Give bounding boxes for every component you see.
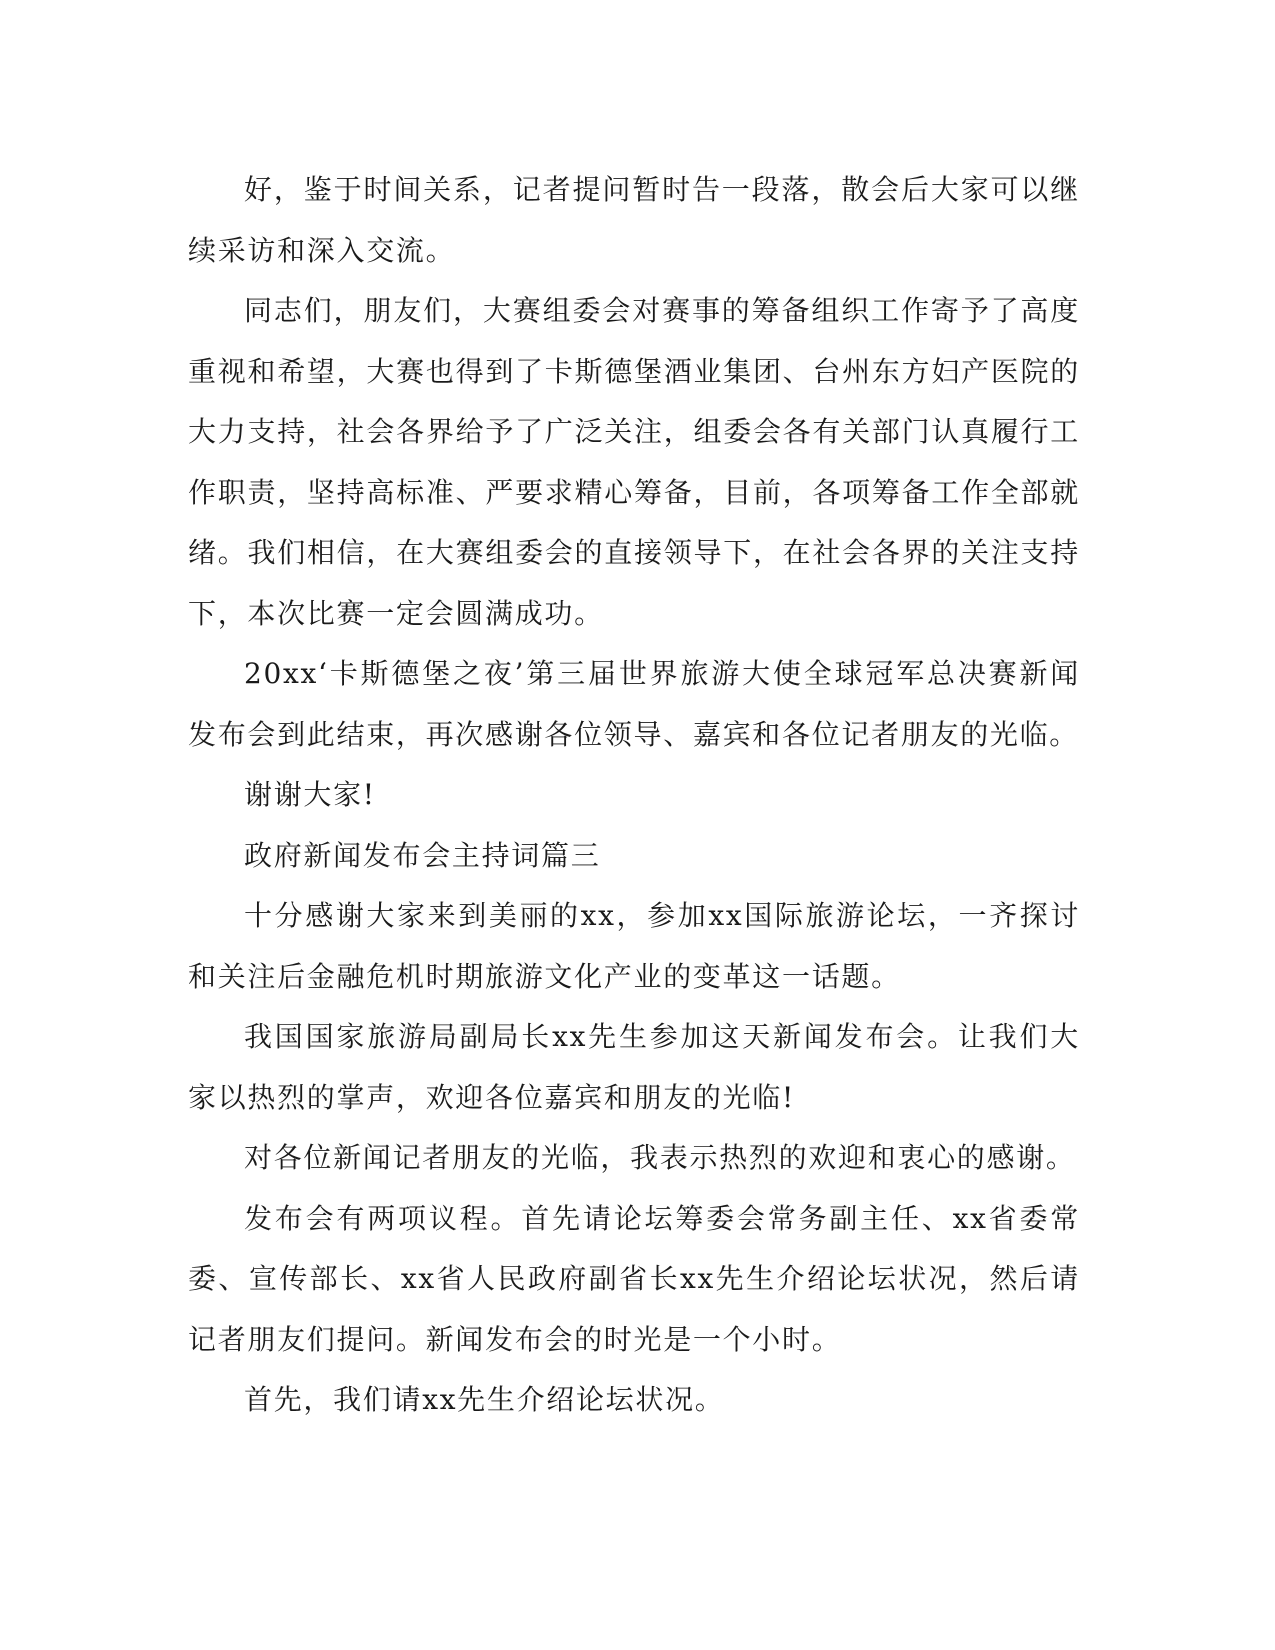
- document-body: [188, 160, 1080, 1431]
- paragraph: 20xx‘卡斯德堡之夜’第三届世界旅游大使全球冠军总决赛新闻发布会到此结束，再次感谢各位领导、嘉宾和各位记者朋友的光临。: [188, 657, 1080, 751]
- paragraph: 我国国家旅游局副局长xx先生参加这天新闻发布会。让我们大家以热烈的掌声，欢迎各位嘉宾和朋友的光临!: [188, 1020, 1080, 1114]
- paragraph: 发布会有两项议程。首先请论坛筹委会常务副主任、xx省委常委、宣传部长、xx省人民政府副省长xx先生介绍论坛状况，然后请记者朋友们提问。新闻发布会的时光是一个小时。: [188, 1201, 1080, 1356]
- paragraph: 谢谢大家!: [244, 778, 376, 811]
- paragraph: 同志们，朋友们，大赛组委会对赛事的筹备组织工作寄予了高度重视和希望，大赛也得到了卡斯德堡酒业集团、台州东方妇产医院的大力支持，社会各界给予了广泛关注，组委会各有关部门认真履行工作职责，坚持高标准、严要求精心筹备，目前，各项筹备工作全部就绪。我们相信，在大赛组委会的直接领导下，在社会各界的关注支持下，本次比赛一定会圆满成功。: [188, 294, 1080, 630]
- paragraph: 对各位新闻记者朋友的光临，我表示热烈的欢迎和衷心的感谢。: [244, 1141, 1076, 1174]
- section-heading: 政府新闻发布会主持词篇三: [244, 838, 601, 872]
- paragraph: 十分感谢大家来到美丽的xx，参加xx国际旅游论坛，一齐探讨和关注后金融危机时期旅游文化产业的变革这一话题。: [188, 899, 1080, 993]
- paragraph: 好，鉴于时间关系，记者提问暂时告一段落，散会后大家可以继续采访和深入交流。: [188, 173, 1080, 267]
- paragraph: 首先，我们请xx先生介绍论坛状况。: [244, 1383, 725, 1416]
